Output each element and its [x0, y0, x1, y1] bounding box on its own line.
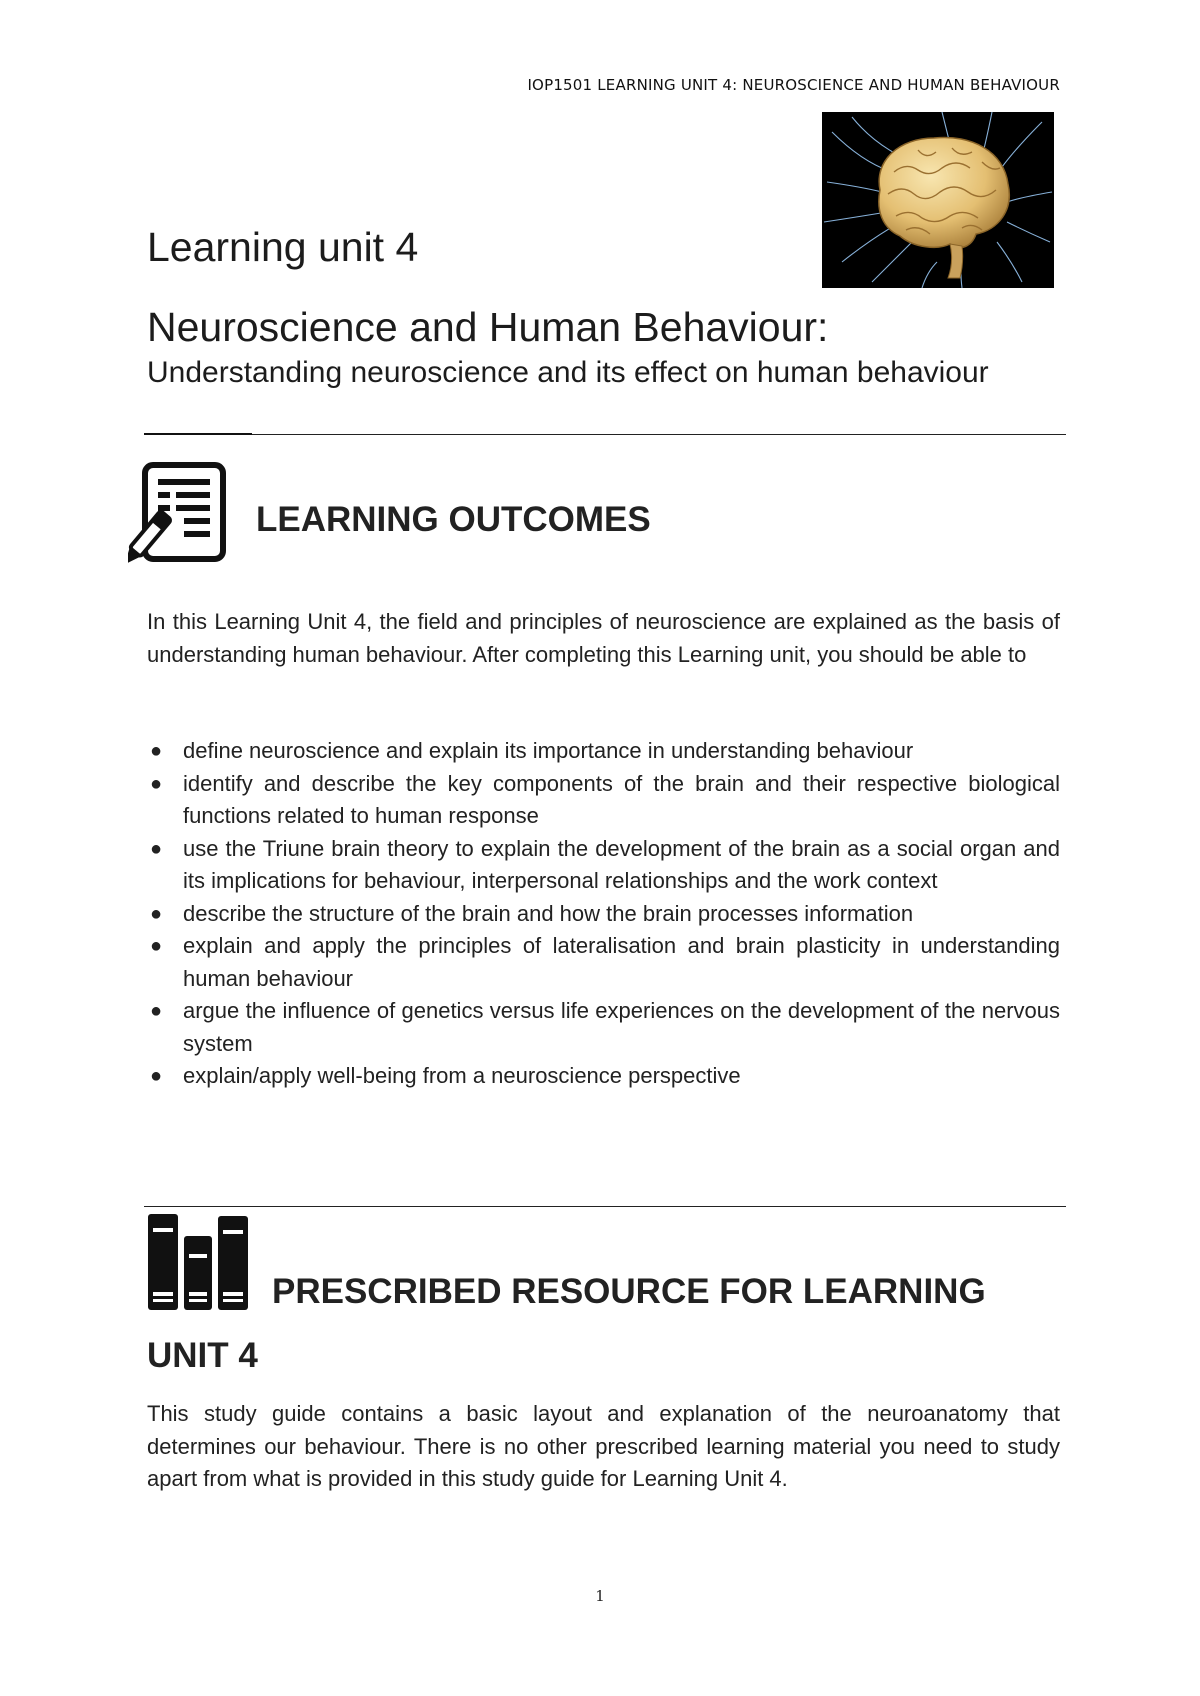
- main-title: Neuroscience and Human Behaviour:: [147, 304, 829, 350]
- unit-label: Learning unit 4: [147, 224, 419, 270]
- page-number: 1: [595, 1587, 605, 1605]
- list-item: ● describe the structure of the brain and how the brain processes information: [147, 898, 1060, 931]
- bullet-icon: ●: [150, 935, 163, 957]
- bullet-icon: ●: [150, 1000, 163, 1022]
- list-item: ● explain/apply well-being from a neuroscience perspective: [147, 1060, 1060, 1093]
- prescribed-resource-heading: PRESCRIBED RESOURCE FOR LEARNING: [272, 1272, 986, 1311]
- bullet-icon: ●: [150, 772, 163, 795]
- list-item: ● explain and apply the principles of lateralisation and brain plasticity in understanding human behaviour: [147, 930, 1060, 995]
- title-divider-accent: [144, 433, 252, 435]
- subtitle: Understanding neuroscience and its effect on human behaviour: [147, 356, 989, 389]
- learning-outcomes-heading: LEARNING OUTCOMES: [256, 500, 651, 539]
- bullet-icon: ●: [150, 837, 163, 860]
- checklist-pencil-icon: [128, 462, 228, 582]
- learning-outcomes-list: [147, 735, 1060, 1093]
- prescribed-resource-heading-unit: UNIT 4: [147, 1336, 258, 1375]
- list-item: ● identify and describe the key components of the brain and their respective biological functions related to human response: [147, 768, 1060, 833]
- learning-outcomes-intro: In this Learning Unit 4, the field and principles of neuroscience are explained as the basis of understanding human behaviour. After completing this Learning unit, you should be able to: [147, 609, 1060, 667]
- prescribed-resource-body: This study guide contains a basic layout and explanation of the neuroanatomy that determines our behaviour. There is no other prescribed learning material you need to study apart from what is provided in this study guide for Learning Unit 4.: [147, 1401, 1060, 1491]
- list-item: ● use the Triune brain theory to explain the development of the brain as a social organ and its implications for behaviour, interpersonal relationships and the work context: [147, 833, 1060, 898]
- running-header: IOP1501 LEARNING UNIT 4: NEUROSCIENCE AND HUMAN BEHAVIOUR: [527, 76, 1060, 94]
- list-item: ● argue the influence of genetics versus life experiences on the development of the nervous system: [147, 995, 1060, 1060]
- bullet-icon: ●: [150, 740, 163, 762]
- bullet-icon: ●: [150, 1065, 163, 1087]
- list-item: ● define neuroscience and explain its importance in understanding behaviour: [147, 735, 1060, 768]
- brain-image: [822, 112, 1054, 288]
- brain-icon: [822, 112, 1054, 288]
- title-divider: [144, 434, 1066, 435]
- books-icon: [148, 1214, 248, 1310]
- bullet-icon: ●: [150, 902, 163, 925]
- section-divider: [144, 1206, 1066, 1207]
